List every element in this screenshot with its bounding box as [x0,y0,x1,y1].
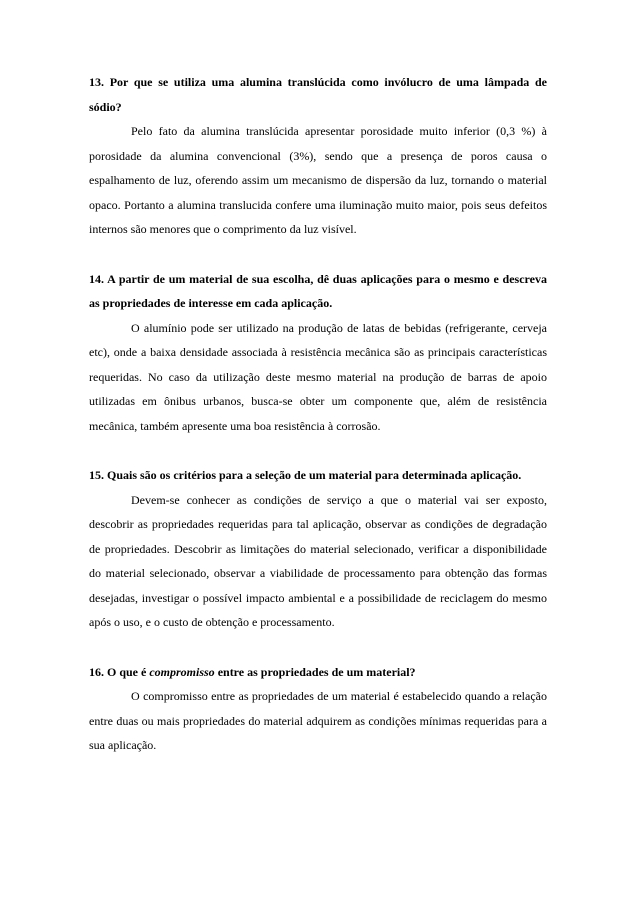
section-spacer [89,438,547,463]
question-16-emphasis: compromisso [149,664,215,679]
question-14 [89,267,547,439]
question-14-title: 14. A partir de um material de sua escolha, dê duas aplicações para o mesmo e descreva as propriedades de interesse em cada aplicação. [89,271,547,310]
document-page [89,70,547,758]
question-16 [89,660,547,758]
question-13-answer: Pelo fato da alumina translúcida apresentar porosidade muito inferior (0,3 %) à porosidade da alumina convencional (3%), sendo que a presença de poros causa o espalhamento de luz, oferendo assim um mecanismo de dispersão da luz, tornando o material opaco. Portanto a alumina translucida confere uma iluminação muito maior, pois seus defeitos internos são menores que o comprimento da luz visível. [89,124,547,236]
question-14-answer: O alumínio pode ser utilizado na produção de latas de bebidas (refrigerante, cerveja etc), onde a baixa densidade associada à resistência mecânica são as principais características requeridas. No caso da utilização deste mesmo material na produção de barras de apoio utilizadas em ônibus urbanos, busca-se obter um componente que, além de resistência mecânica, também apresente uma boa resistência à corrosão. [89,320,547,433]
question-16-answer: O compromisso entre as propriedades de um material é estabelecido quando a relação entre duas ou mais propriedades do material adquirem as condições mínimas requeridas para a sua aplicação. [89,689,547,752]
question-16-suffix: entre as propriedades de um material? [214,664,416,679]
question-15 [89,463,547,635]
question-13 [89,70,547,242]
question-15-title: 15. Quais são os critérios para a seleção de um material para determinada aplicação. [89,468,522,482]
section-spacer [89,635,547,660]
section-spacer [89,242,547,267]
question-13-title: 13. Por que se utiliza uma alumina translúcida como invólucro de uma lâmpada de sódio? [89,75,547,114]
question-16-prefix: 16. O que é [89,664,150,679]
question-15-answer: Devem-se conhecer as condições de serviço a que o material vai ser exposto, descobrir as propriedades requeridas para tal aplicação, observar as condições de degradação de propriedades. Descobrir as limitações do material selecionado, verificar a disponibilidade do material selecionado, observar a viabilidade de processamento para obtenção das formas desejadas, investigar o possível impacto ambiental e a possibilidade de reciclagem do mesmo após o uso, e o custo de obtenção e processamento. [89,492,547,629]
question-16-title [89,660,547,685]
